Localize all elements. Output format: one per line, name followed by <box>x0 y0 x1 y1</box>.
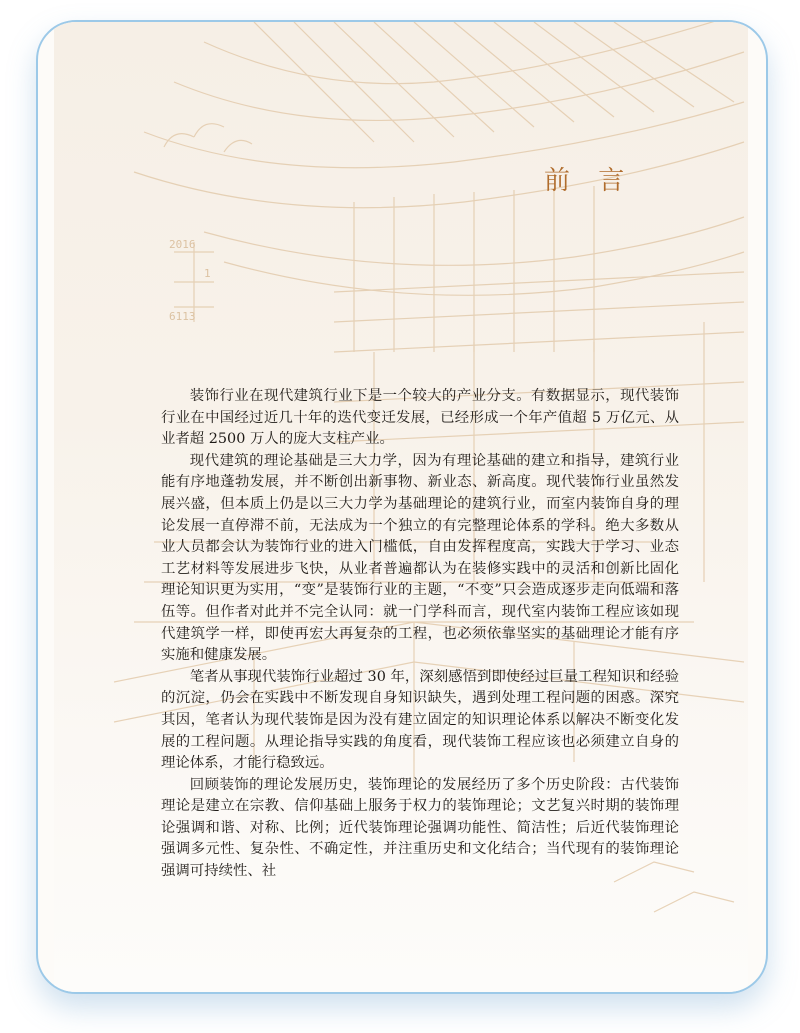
page-title: 前 言 <box>544 166 635 196</box>
paragraph: 笔者从事现代装饰行业超过 30 年，深刻感悟到即使经过巨量工程知识和经验的沉淀，仍会在实践中不断发现自身知识缺失，遇到处理工程问题的困惑。深究其因，笔者认为现代装饰是因为没有建立固定的知识理论体系以解决不断变化发展的工程问题。从理论指导实践的角度看，现代装饰工程应该也必须建立自身的理论体系，才能行稳致远。 <box>161 668 679 772</box>
drawing-label-dimension-bottom: 6113 <box>169 310 196 323</box>
drawing-label-dimension-top: 2016 <box>169 238 196 251</box>
book-page <box>54 22 748 992</box>
paragraph: 现代建筑的理论基础是三大力学，因为有理论基础的建立和指导，建筑行业能有序地蓬勃发展，并不断创出新事物、新业态、新高度。现代装饰行业虽然发展兴盛，但本质上仍是以三大力学为基础理论的建筑行业，而室内装饰自身的理论发展一直停滞不前，无法成为一个独立的有完整理论体系的学科。绝大多数从业人员都会认为装饰行业的进入门槛低，自由发挥程度高，实践大于学习、业态工艺材料等发展进步飞快，从业者普遍都认为在装修实践中的灵活和创新比固化理论知识更为实用，“变”是装饰行业的主题，“不变”只会造成逐步走向低端和落伍等。但作者对此并不完全认同：就一门学科而言，现代室内装饰工程应该如现代建筑学一样，即使再宏大再复杂的工程，也必须依靠坚实的基础理论才能有序实施和健康发展。 <box>161 452 679 664</box>
paragraph: 回顾装饰的理论发展历史，装饰理论的发展经历了多个历史阶段：古代装饰理论是建立在宗教、信仰基础上服务于权力的装饰理论；文艺复兴时期的装饰理论强调和谐、对称、比例；近代装饰理论强调功能性、简洁性；后近代装饰理论强调多元性、复杂性、不确定性，并注重历史和文化结合；当代现有的装饰理论强调可持续性、社 <box>161 776 679 880</box>
preface-body <box>161 386 679 883</box>
drawing-label-dimension-mid: 1 <box>204 267 211 280</box>
page-frame <box>36 20 768 994</box>
paragraph: 装饰行业在现代建筑行业下是一个较大的产业分支。有数据显示，现代装饰行业在中国经过近几十年的迭代变迁发展，已经形成一个年产值超 5 万亿元、从业者超 2500 万人的庞大支柱产业。 <box>161 388 679 448</box>
